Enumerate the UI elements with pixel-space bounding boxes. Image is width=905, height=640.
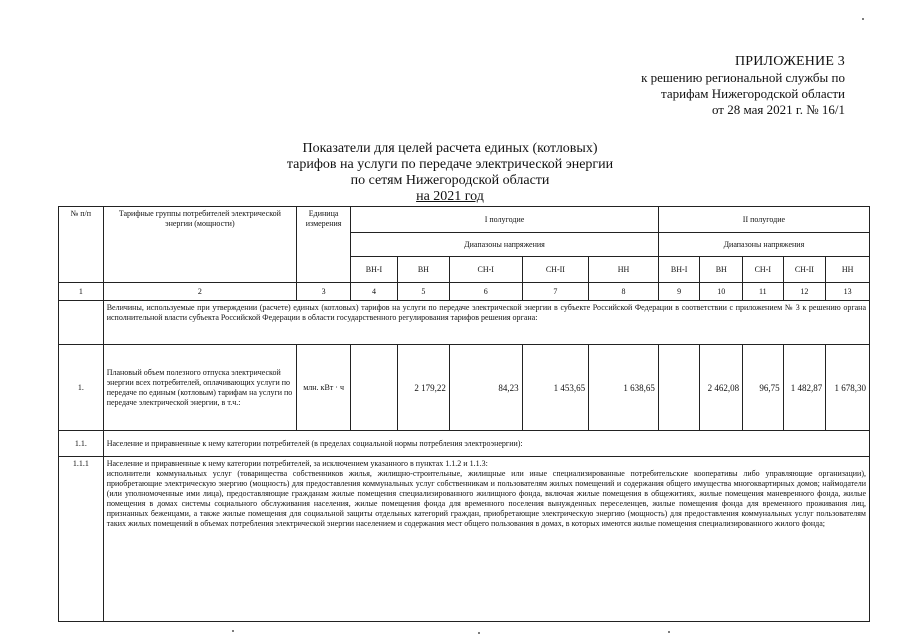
scan-speck — [478, 632, 480, 634]
index-cell: 12 — [783, 283, 826, 301]
header-v2-sn2: СН-II — [783, 257, 826, 283]
appendix-header — [525, 54, 845, 118]
index-cell: 7 — [522, 283, 589, 301]
header-half-2: II полугодие — [658, 207, 869, 233]
header-v1-vn1: ВН-I — [351, 257, 398, 283]
appendix-line-2: тарифам Нижегородской области — [661, 86, 845, 101]
header-voltage-2: Диапазоны напряжения — [658, 233, 869, 257]
header-v2-sn1: СН-I — [743, 257, 784, 283]
row-1-h1-vn1 — [351, 345, 398, 431]
index-cell: 5 — [397, 283, 449, 301]
index-cell: 6 — [449, 283, 522, 301]
row-1-1-1-text: исполнители коммунальных услуг (товарищества собственников жилья, жилищно-строительные, жилищные или иные специализированные потребительские кооперативы либо управляющие организации), приобретающие электрическую энергию (мощность) для предоставления коммунальных услуг собственникам и пользователям жилых помещений и содержания общего имущества многоквартирных домов; наймодатели (или уполномоченные ими лица), предоставляющие гражданам жилые помещения специализированного жилищного фонда, включая жилые помещения в общежитиях, жилые помещения маневренного фонда, жилые помещения в домах системы социального обслуживания населения, жилые помещения фонда для временного поселения вынужденных переселенцев, жилые помещения фонда для временного проживания лиц, признанных беженцами, а также жилые помещения для социальной защиты отдельных категорий граждан, приобретающие электрическую энергию (мощность) для предоставления коммунальных услуг пользователям таких жилых помещений в объемах потребления электрической энергии населением и содержания мест общего пользования в домах, в которых имеются жилые помещения специализированного жилого фонда; — [106, 469, 866, 528]
row-1-1-1-body — [103, 457, 869, 622]
row-1-1-text: Население и приравненные к нему категории потребителей (в пределах социальной нормы потребления электроэнергии): — [103, 431, 869, 457]
index-cell: 8 — [589, 283, 659, 301]
row-1-h1-vn: 2 179,22 — [397, 345, 449, 431]
index-cell: 1 — [59, 283, 104, 301]
document-title — [240, 141, 660, 205]
title-line-3: по сетям Нижегородской области — [350, 173, 550, 188]
intro-num-cell — [59, 301, 104, 345]
index-cell: 4 — [351, 283, 398, 301]
header-num: № п/п — [59, 207, 104, 283]
row-1-num: 1. — [59, 345, 104, 431]
index-cell: 3 — [297, 283, 351, 301]
intro-text: Величины, используемые при утверждении (расчете) единых (котловых) тарифов на услуги по передаче электрической энергии в субъекте Российской Федерации в соответствии с приложением № 3 к решению органа исполнительной власти субъекта Российской Федерации в области государственного регулирования тарифов решения органа: — [103, 301, 869, 345]
index-cell: 13 — [826, 283, 870, 301]
row-1-h1-nn: 1 638,65 — [589, 345, 659, 431]
header-v1-sn2: СН-II — [522, 257, 589, 283]
header-half-1: I полугодие — [351, 207, 659, 233]
row-1-h1-sn2: 1 453,65 — [522, 345, 589, 431]
row-1-h2-sn2: 1 482,87 — [783, 345, 826, 431]
row-1-1-1-lead: Население и приравненные к нему категории потребителей, за исключением указанного в пунктах 1.1.2 и 1.1.3: — [106, 459, 488, 468]
header-v1-nn: НН — [589, 257, 659, 283]
scan-speck — [668, 631, 670, 633]
appendix-line-3: от 28 мая 2021 г. № 16/1 — [711, 102, 845, 117]
row-1-h1-sn1: 84,23 — [449, 345, 522, 431]
table-row — [59, 431, 870, 457]
index-cell: 9 — [658, 283, 700, 301]
tariff-table — [58, 206, 870, 622]
row-1-h2-nn: 1 678,30 — [826, 345, 870, 431]
row-1-unit: млн. кВт · ч — [297, 345, 351, 431]
row-1-1-num: 1.1. — [59, 431, 104, 457]
appendix-title: ПРИЛОЖЕНИЕ 3 — [734, 54, 845, 69]
scan-speck — [862, 18, 864, 20]
header-unit: Единица измерения — [297, 207, 351, 283]
header-v1-sn1: СН-I — [449, 257, 522, 283]
index-cell: 2 — [103, 283, 296, 301]
appendix-line-1: к решению региональной службы по — [641, 70, 845, 85]
header-voltage-1: Диапазоны напряжения — [351, 233, 659, 257]
row-1-h2-vn: 2 462,08 — [700, 345, 743, 431]
title-line-2: тарифов на услуги по передаче электрической энергии — [286, 157, 614, 172]
intro-row — [59, 301, 870, 345]
header-groups: Тарифные группы потребителей электрической энергии (мощности) — [103, 207, 296, 283]
table-row — [59, 345, 870, 431]
row-1-1-1-num: 1.1.1 — [59, 457, 104, 622]
header-row-1 — [59, 207, 870, 233]
index-row — [59, 283, 870, 301]
title-line-1: Показатели для целей расчета единых (котловых) — [302, 141, 598, 156]
header-v1-vn: ВН — [397, 257, 449, 283]
row-1-h2-sn1: 96,75 — [743, 345, 784, 431]
scan-speck — [232, 630, 234, 632]
table-row — [59, 457, 870, 622]
header-v2-nn: НН — [826, 257, 870, 283]
index-cell: 10 — [700, 283, 743, 301]
row-1-h2-vn1 — [658, 345, 700, 431]
index-cell: 11 — [743, 283, 784, 301]
title-year: на 2021 год — [416, 189, 484, 204]
header-v2-vn: ВН — [700, 257, 743, 283]
header-v2-vn1: ВН-I — [658, 257, 700, 283]
row-1-name: Плановый объем полезного отпуска электрической энергии всех потребителей, оплачивающих услуги по передаче по единым (котловым) тарифам на услуги по передаче электрической энергии, в т.ч.: — [103, 345, 296, 431]
